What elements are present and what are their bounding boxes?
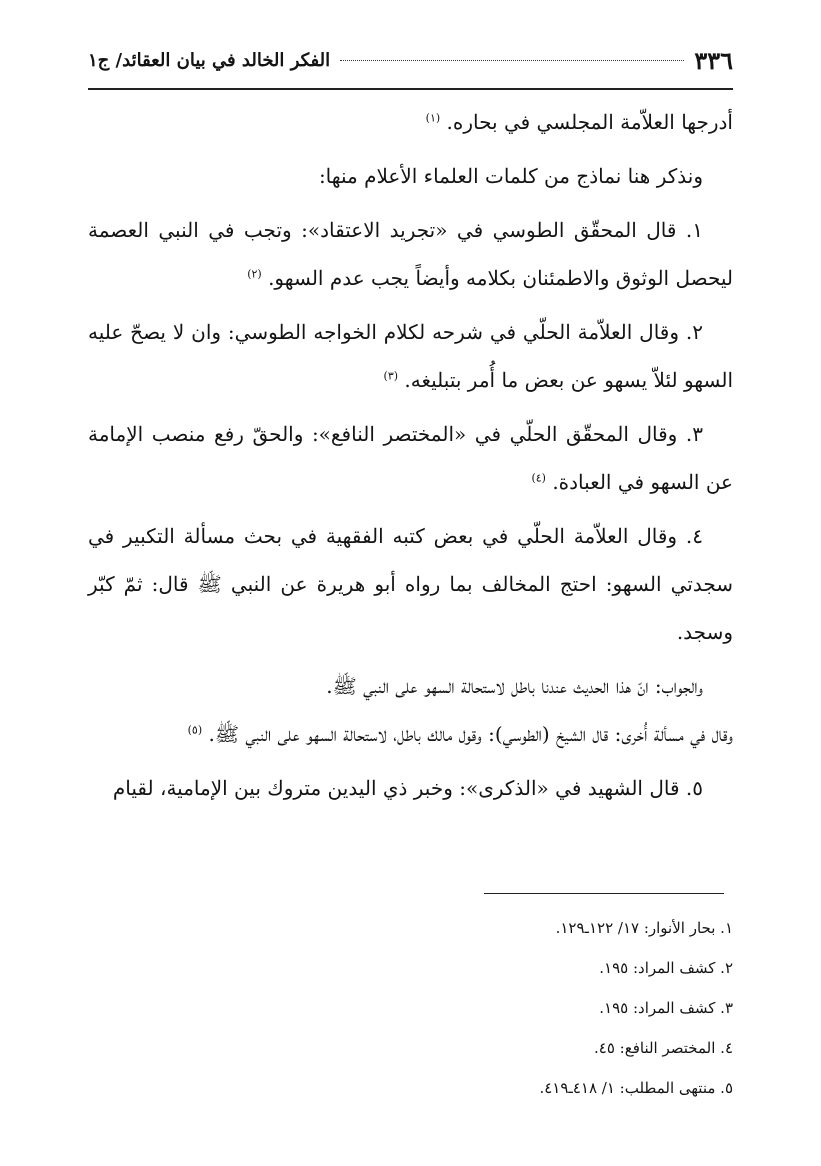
numbered-paragraph	[88, 512, 733, 656]
paragraph-text: ٢. وقال العلاّمة الحلّي في شرحه لكلام الخواجه الطوسي: وان لا يصحّ عليه السهو لئلاّ يسهو عن بعض ما أُمر بتبليغه.	[88, 320, 733, 392]
paragraph	[88, 152, 733, 200]
numbered-paragraph	[88, 410, 733, 506]
paragraph-text: ونذكر هنا نماذج من كلمات العلماء الأعلام منها:	[318, 164, 703, 188]
numbered-paragraph	[88, 308, 733, 404]
header-rule	[88, 88, 733, 90]
running-title: الفكر الخالد في بيان العقائد/ ج١	[88, 49, 331, 71]
footnotes	[88, 908, 733, 1108]
paragraph-text: أدرجها العلاّمة المجلسي في بحاره.	[446, 110, 733, 134]
footnote-ref: (٤)	[531, 471, 546, 485]
paragraph	[88, 662, 733, 710]
footnote: ١. بحار الأنوار: ١٧/ ١٢٢ـ١٢٩.	[555, 919, 733, 937]
footnote: ٤. المختصر النافع: ٤٥.	[594, 1039, 733, 1057]
footnote-ref: (٣)	[383, 369, 399, 383]
paragraph-text: ٥. قال الشهيد في «الذكرى»: وخبر ذي اليدين متروك بين الإمامية، لقيام	[112, 776, 703, 800]
footnote-ref: (١)	[425, 111, 441, 125]
numbered-paragraph	[88, 206, 733, 302]
footnote-ref: (٥)	[187, 723, 203, 737]
footnote-separator	[484, 893, 724, 894]
page-header	[88, 40, 733, 80]
paragraph-text: والجواب: انّ هذا الحديث عندنا باطل لاستحالة السهو على النبي ﷺ.	[326, 674, 703, 698]
paragraph-text: ١. قال المحقّق الطوسي في «تجريد الاعتقاد»: وتجب في النبي العصمة ليحصل الوثوق والاطمئنان بكلامه وأيضاً يجب عدم السهو.	[88, 218, 733, 290]
footnote: ٥. منتهى المطلب: ١/ ٤١٨ـ٤١٩.	[539, 1079, 733, 1097]
main-text	[88, 98, 733, 812]
paragraph	[88, 710, 733, 758]
paragraph-text: وقال في مسألة أُخرى: قال الشيخ (الطوسي): وقول مالك باطل، لاستحالة السهو على النبي ﷺ.	[208, 722, 733, 746]
paragraph-text: ٣. وقال المحقّق الحلّي في «المختصر النافع»: والحقّ رفع منصب الإمامة عن السهو في العبادة.	[88, 422, 733, 494]
footnote-ref: (٢)	[247, 267, 262, 281]
paragraph-text: ٤. وقال العلاّمة الحلّي في بعض كتبه الفقهية في بحث مسألة التكبير في سجدتي السهو: احتج المخالف بما رواه أبو هريرة عن النبي ﷺ قال: ثمّ كبّر وسجد.	[88, 524, 733, 644]
footnote: ٣. كشف المراد: ١٩٥.	[599, 999, 733, 1017]
paragraph	[88, 98, 733, 146]
header-dot-leader	[340, 60, 684, 61]
footnote: ٢. كشف المراد: ١٩٥.	[599, 959, 733, 977]
page-number: ٣٣٦	[694, 45, 733, 75]
numbered-paragraph	[88, 764, 733, 812]
